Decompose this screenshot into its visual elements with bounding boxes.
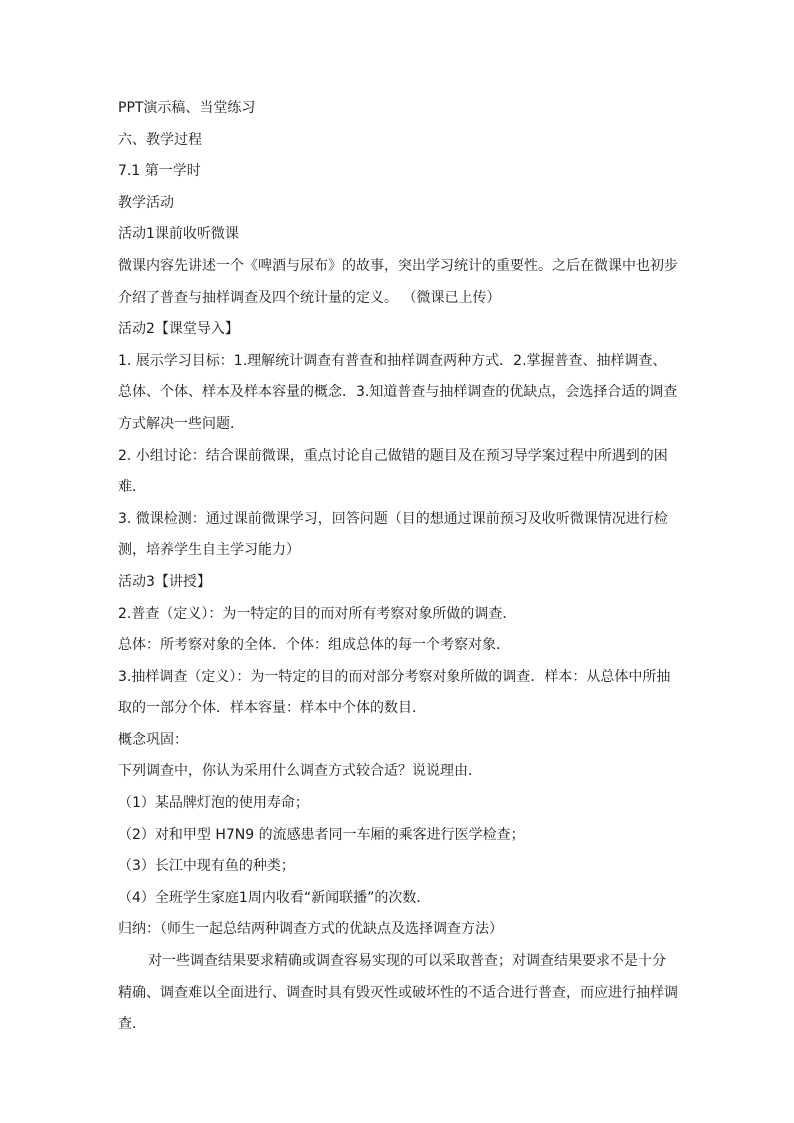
list-item: （1）某品牌灯泡的使用寿命； [118,795,309,812]
document-body [118,98,678,1046]
paragraph-line: 精确、调查难以全面进行、调查时具有毁灭性或破坏性的不适合进行普查，而应进行抽样调 [118,984,678,1001]
paragraph-line: 2. 小组讨论：结合课前微课，重点讨论自己做错的题目及在预习导学案过程中所遇到的困 [118,447,668,464]
definition-sample-size: 取的一部分个体．样本容量：样本中个体的数目． [118,700,426,717]
activity-3-title: 活动3【讲授】 [118,573,211,590]
materials-line: PPT演示稿、当堂练习 [118,100,256,116]
heading-teaching-activities: 教学活动 [118,194,174,211]
question-prompt: 下列调查中，你认为采用什么调查方式较合适？说说理由． [118,763,482,780]
list-item: （2）对和甲型 H7N9 的流感患者同一车厢的乘客进行医学检查； [118,826,525,843]
paragraph-line: 测，培养学生自主学习能力） [118,542,300,559]
definition-population-individual: 总体：所考察对象的全体．个体：组成总体的每一个考察对象． [118,637,510,654]
activity-2-title: 活动2【课堂导入】 [118,321,239,338]
summary-heading: 归纳：（师生一起总结两种调查方式的优缺点及选择调查方法） [118,921,503,938]
subsection-heading-first-period: 7.1 第一学时 [118,163,201,180]
activity-1-title: 活动1课前收听微课 [118,226,239,243]
definition-census: 2.普查（定义）：为一特定的目的而对所有考察对象所做的调查． [118,605,517,622]
definition-sampling-survey: 3.抽样调查（定义）：为一特定的目的而对部分考察对象所做的调查．样本：从总体中所抽 [118,668,671,685]
paragraph-line: 总体、个体、样本及样本容量的概念．3.知道普查与抽样调查的优缺点，会选择合适的调查 [118,384,678,401]
paragraph-line: 1. 展示学习目标：1.理解统计调查有普查和抽样调查两种方式．2.掌握普查、抽样调查、 [118,352,667,369]
paragraph-line: 对一些调查结果要求精确或调查容易实现的可以采取普查；对调查结果要求不是十分 [148,953,666,970]
list-item: （4）全班学生家庭1周内收看“新闻联播”的次数． [118,889,431,906]
list-item: （3）长江中现有鱼的种类； [118,858,295,875]
paragraph-line: 方式解决一些问题． [118,415,244,432]
heading-concept-consolidation: 概念巩固： [118,731,188,748]
paragraph-line: 介绍了普查与抽样调查及四个统计量的定义。 （微课已上传） [118,289,501,306]
paragraph-line: 微课内容先讲述一个《啤酒与尿布》的故事，突出学习统计的重要性。之后在微课中也初步 [118,257,678,274]
paragraph-line: 难． [118,479,146,496]
paragraph-line: 3. 微课检测：通过课前微课学习，回答问题（目的想通过课前预习及收听微课情况进行检 [118,510,668,527]
section-heading-teaching-process: 六、教学过程 [118,131,202,148]
paragraph-line: 查． [118,1016,146,1033]
